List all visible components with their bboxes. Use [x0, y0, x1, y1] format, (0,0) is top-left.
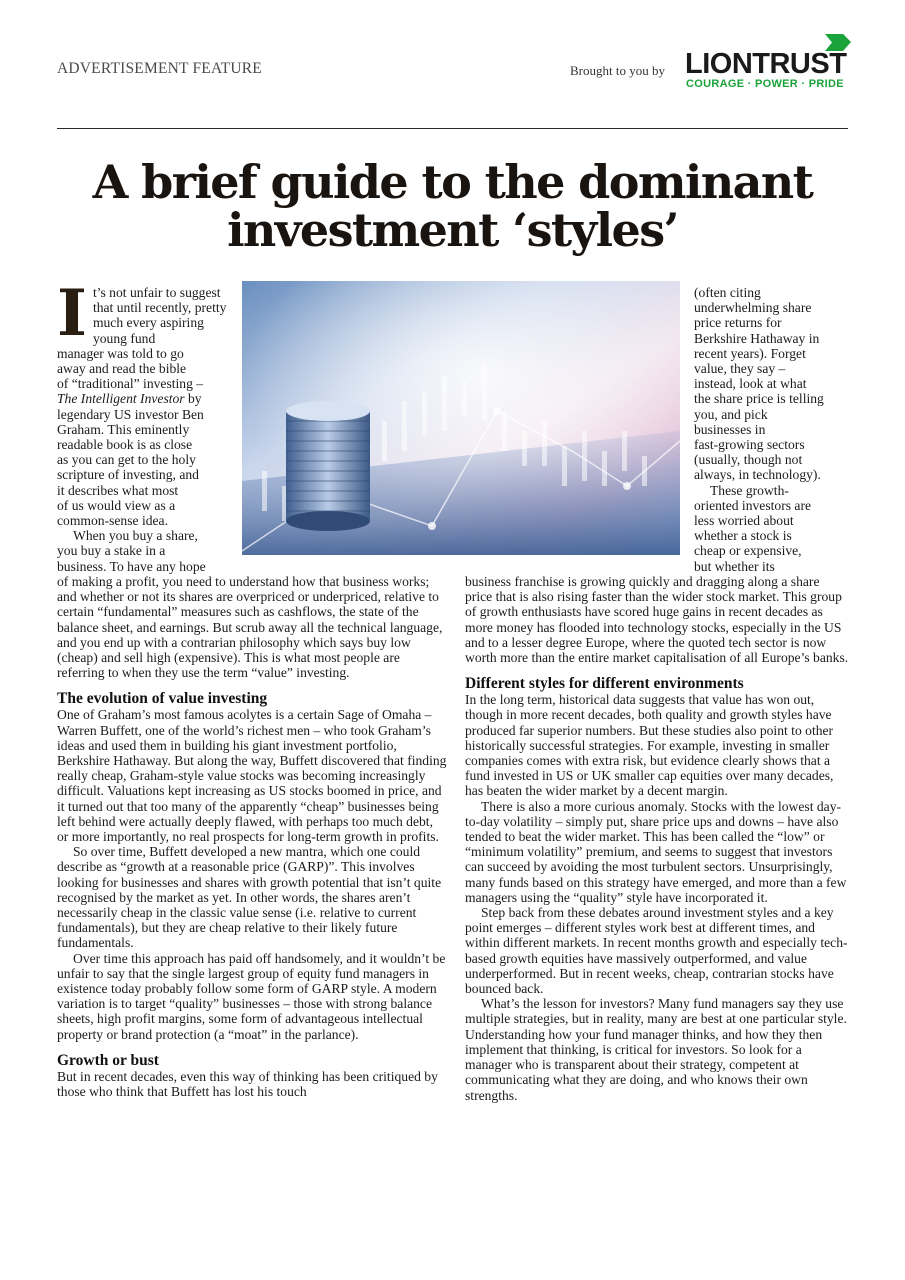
right-line: These growth- [710, 482, 789, 498]
growth-paragraph-1: But in recent decades, even this way of thinking has been critiqued by those who think that Buffett has lost his touch [57, 1068, 438, 1100]
right-line: less worried about [694, 513, 794, 529]
book-title: The Intelligent Investor [57, 391, 185, 407]
right-column [465, 574, 849, 1103]
intro-line: manager was told to go [57, 345, 184, 361]
styles-paragraph-1: In the long term, historical data suggests that value has won out, though in more recent decades, both quality and growth styles have produced far superior numbers. But these studies also point to other historically successful strategies. For example, investing in smaller companies comes with extra risk, but evidence clearly shows that a fund invested in US or UK smaller cap equities over many decades, has beaten the wider market by a decent margin. [465, 692, 834, 799]
intro-line: readable book is as close [57, 437, 193, 453]
right-line: value, they say – [694, 361, 786, 377]
header-divider [57, 128, 848, 129]
sponsor-prefix: Brought to you by [570, 63, 665, 78]
logo-wordmark: LIONTRUST [685, 48, 847, 80]
intro-continuation: of making a profit, you need to understand how that business works; and whether or not its shares are overpriced or underpriced, relative to certain “fundamental” measures such as cashflows, the state of the balance sheet, and earnings. But scrub away all the technical language, and you end up with a contrarian philosophy which says buy low (cheap) and sell high (expensive). This is what most people are referring to when they use the term “value” investing. [57, 574, 443, 681]
value-paragraph-2: So over time, Buffett developed a new mantra, which one could describe as “growth at a reasonable price (GARP)”. This involves looking for businesses and shares with growth potential that isn’t quite recognised by the market as yet. In other words, the shares aren’t necessarily cheap in the classic value sense (i.e. relative to current fundamentals), but they are cheap relative to their likely future fundamentals. [57, 844, 442, 951]
right-line: but whether its [694, 558, 775, 574]
intro-line: as you can get to the holy [57, 452, 196, 468]
styles-paragraph-4: What’s the lesson for investors? Many fund managers say they use multiple strategies, but in reality, many are best at one particular style. Understanding how your fund manager thinks, and how they then implement that thinking, is critical for investors. So look for a manager who is transparent about their strategy, competent at communicating what they are doing, and who knows their own strengths. [465, 996, 847, 1103]
logo-tagline: COURAGE · POWER · PRIDE [686, 78, 844, 90]
coin-stack [286, 401, 370, 531]
intro-line: scripture of investing, and [57, 467, 199, 483]
right-line: businesses in [694, 421, 766, 437]
intro-line: away and read the bible [57, 361, 187, 377]
intro-line: you buy a stake in a [57, 543, 166, 559]
styles-paragraph-3: Step back from these debates around investment styles and a key point emerges – different styles work best at different times, and within different markets. In recent months growth and especially tech-based growth equities have massively outperformed, and value underperformed. But in recent weeks, cheap, contrarian stocks have bounced back. [465, 905, 848, 997]
advertisement-label: ADVERTISEMENT FEATURE [57, 60, 262, 77]
right-line: oriented investors are [694, 497, 812, 513]
right-line: the share price is telling [694, 391, 824, 407]
drop-cap: I [57, 276, 87, 351]
right-line: recent years). Forget [694, 345, 806, 361]
growth-continuation: business franchise is growing quickly and dragging along a share price that is also rising faster than the wider stock market. This group of growth enthusiasts have scored huge gains in recent decades as more money has flooded into technology stocks, especially in the US and to a lesser degree Europe, where the quoted tech sector is now worth more than the entire market capitalisation of all Europe’s banks. [465, 574, 849, 666]
heading-growth-or-bust: Growth or bust [57, 1051, 159, 1069]
page-title [57, 155, 848, 257]
heading-different-styles: Different styles for different environments [465, 675, 744, 693]
right-line: cheap or expensive, [694, 543, 802, 559]
liontrust-logo[interactable] [685, 34, 855, 94]
intro-text-beside-cap: t’s not unfair to suggest that until recently, pretty much every aspiring young fund [92, 285, 227, 346]
intro-paragraph [57, 276, 233, 574]
intro-line: common-sense idea. [57, 513, 168, 529]
stacked-coins-image [242, 281, 680, 555]
left-column [57, 574, 447, 1099]
title-line-2: investment ‘styles’ [227, 203, 678, 257]
value-paragraph-3: Over time this approach has paid off handsomely, and it wouldn’t be unfair to say that the single largest group of equity fund managers in existence today probably follow some form of GARP style. A modern variation is to target “quality” businesses – those with strong balance sheets, high profit margins, some form of advantageous intellectual property or brand protection (a “moat” in the parlance). [57, 950, 446, 1042]
coins-chart-photo [242, 281, 680, 555]
right-narrow-text [694, 285, 854, 574]
right-line: fast-growing sectors [694, 437, 805, 453]
intro-line: of us would view as a [57, 497, 176, 513]
intro-line [57, 391, 233, 406]
right-line: (often citing [694, 285, 761, 300]
right-line: always, in technology). [694, 467, 821, 483]
intro-line: legendary US investor Ben [57, 406, 204, 422]
right-line: price returns for [694, 315, 782, 331]
title-line-1: A brief guide to the dominant [92, 155, 813, 209]
intro-by: by [184, 391, 202, 407]
right-line: you, and pick [694, 406, 768, 422]
right-line: Berkshire Hathaway in [694, 330, 820, 346]
right-line: underwhelming share [694, 300, 812, 316]
right-line: (usually, though not [694, 452, 803, 468]
intro-line: When you buy a share, [73, 528, 198, 544]
intro-line: of “traditional” investing – [57, 376, 204, 392]
intro-line: it describes what most [57, 482, 179, 498]
right-line: instead, look at what [694, 376, 807, 392]
value-paragraph-1: One of Graham’s most famous acolytes is a certain Sage of Omaha – Warren Buffett, one of the world’s richest men – who took Graham’s ideas and used them in building his giant investment portfolio, Berkshire Hathaway. But along the way, Buffett discovered that finding really cheap, Graham-style value stocks was becoming increasingly difficult. Valuations kept increasing as US stocks boomed in price, and it turned out that too many of the apparently “cheap” businesses being left behind were actually deeply flawed, with perhaps too much debt, or more importantly, no real prospects for long-term growth in profits. [57, 707, 447, 845]
intro-line: Graham. This eminently [57, 421, 190, 437]
right-line: whether a stock is [694, 528, 792, 544]
styles-paragraph-2: There is also a more curious anomaly. Stocks with the lowest day-to-day volatility – simply put, share price ups and downs – have also tended to beat the wider market. This has been called the “low” or “minimum volatility” premium, and seems to suggest that investors can succeed by avoiding the most turbulent sectors. Unsurprisingly, many funds based on this strategy have emerged, and more than a few managers using the “quality” style have incorporated it. [465, 798, 847, 905]
heading-value-investing: The evolution of value investing [57, 690, 268, 708]
intro-line: business. To have any hope [57, 558, 206, 574]
